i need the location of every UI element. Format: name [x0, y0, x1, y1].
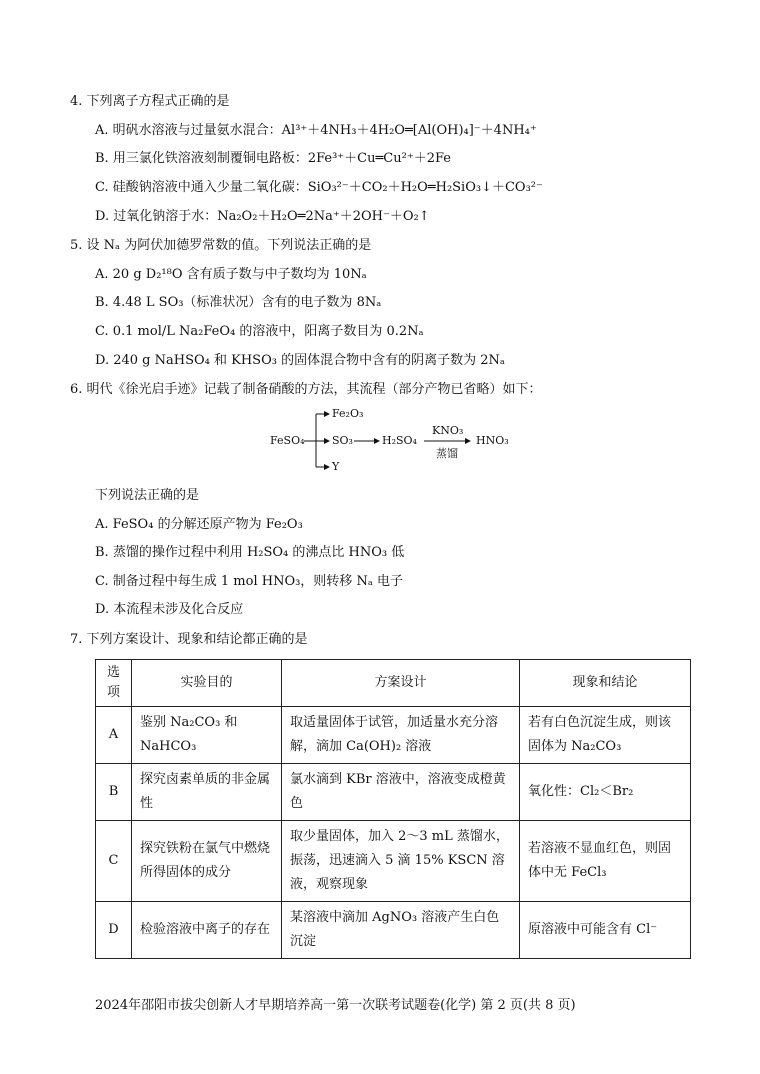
q6-option-c: C. 制备过程中每生成 1 mol HNO₃，则转移 Nₐ 电子	[95, 574, 403, 589]
q5-option-d: D. 240 g NaHSO₄ 和 KHSO₃ 的固体混合物中含有的阴离子数为 2Nₐ	[95, 353, 505, 368]
q6-option-a: A. FeSO₄ 的分解还原产物为 Fe₂O₃	[95, 517, 303, 532]
flow-hno3: HNO₃	[476, 434, 509, 447]
table-row	[96, 902, 691, 959]
row-b-conclusion: 氧化性：Cl₂＜Br₂	[520, 764, 691, 821]
flow-fe2o3: Fe₂O₃	[332, 407, 364, 420]
flow-y: Y	[332, 460, 340, 473]
row-b-purpose: 探究卤素单质的非金属性	[132, 764, 282, 821]
q7-table	[95, 659, 691, 959]
header-design: 方案设计	[282, 660, 520, 707]
flow-distill: 蒸馏	[436, 447, 458, 460]
flow-feso4: FeSO₄	[270, 434, 305, 447]
row-a-conclusion: 若有白色沉淀生成，则该固体为 Na₂CO₃	[520, 707, 691, 764]
q6-option-b: B. 蒸馏的操作过程中利用 H₂SO₄ 的沸点比 HNO₃ 低	[95, 545, 405, 560]
q7-stem: 7. 下列方案设计、现象和结论都正确的是	[70, 632, 308, 647]
q6-prompt: 下列说法正确的是	[95, 488, 200, 503]
row-d-option: D	[96, 902, 132, 959]
row-a-design: 取适量固体于试管，加适量水充分溶解，滴加 Ca(OH)₂ 溶液	[282, 707, 520, 764]
table-row	[96, 821, 691, 902]
row-d-design: 某溶液中滴加 AgNO₃ 溶液产生白色沉淀	[282, 902, 520, 959]
flow-kno3: KNO₃	[432, 424, 464, 437]
row-c-conclusion: 若溶液不显血红色，则固体中无 FeCl₃	[520, 821, 691, 902]
flow-h2so4: H₂SO₄	[382, 434, 417, 447]
q5-stem: 5. 设 Nₐ 为阿伏加德罗常数的值。下列说法正确的是	[70, 238, 372, 253]
header-conclusion: 现象和结论	[520, 660, 691, 707]
q4-option-b: B. 用三氯化铁溶液刻制覆铜电路板：2Fe³⁺＋Cu═Cu²⁺＋2Fe	[95, 151, 451, 166]
table-row	[96, 707, 691, 764]
row-a-option: A	[96, 707, 132, 764]
q4-option-a: A. 明矾水溶液与过量氨水混合：Al³⁺＋4NH₃＋4H₂O═[Al(OH)₄]⁻＋4NH₄⁺	[95, 123, 537, 138]
q4-option-c: C. 硅酸钠溶液中通入少量二氧化碳：SiO₃²⁻＋CO₂＋H₂O═H₂SiO₃↓＋CO₃²⁻	[95, 180, 543, 195]
row-a-purpose: 鉴别 Na₂CO₃ 和 NaHCO₃	[132, 707, 282, 764]
row-d-conclusion: 原溶液中可能含有 Cl⁻	[520, 902, 691, 959]
row-b-design: 氯水滴到 KBr 溶液中，溶液变成橙黄色	[282, 764, 520, 821]
table-row	[96, 764, 691, 821]
header-purpose: 实验目的	[132, 660, 282, 707]
q5-option-b: B. 4.48 L SO₃（标准状况）含有的电子数为 8Nₐ	[95, 295, 382, 310]
table-header-row	[96, 660, 691, 707]
q5-option-c: C. 0.1 mol/L Na₂FeO₄ 的溶液中，阳离子数目为 0.2Nₐ	[95, 324, 424, 339]
row-d-purpose: 检验溶液中离子的存在	[132, 902, 282, 959]
row-b-option: B	[96, 764, 132, 821]
q6-option-d: D. 本流程未涉及化合反应	[95, 602, 244, 617]
page-footer: 2024年邵阳市拔尖创新人才早期培养高一第一次联考试题卷(化学) 第 2 页(共 8 页)	[95, 998, 576, 1013]
q6-stem: 6. 明代《徐光启手迹》记载了制备硝酸的方法，其流程（部分产物已省略）如下：	[70, 382, 542, 397]
row-c-purpose: 探究铁粉在氯气中燃烧所得固体的成分	[132, 821, 282, 902]
row-c-design: 取少量固体，加入 2～3 mL 蒸馏水，振荡，迅速滴入 5 滴 15% KSCN 溶液，观察现象	[282, 821, 520, 902]
q6-flow-diagram	[270, 402, 530, 478]
q5-option-a: A. 20 g D₂¹⁸O 含有质子数与中子数均为 10Nₐ	[95, 267, 367, 282]
row-c-option: C	[96, 821, 132, 902]
q4-option-d: D. 过氧化钠溶于水：Na₂O₂＋H₂O═2Na⁺＋2OH⁻＋O₂↑	[95, 209, 430, 224]
q4-stem: 4. 下列离子方程式正确的是	[70, 94, 230, 109]
header-option: 选项	[96, 660, 132, 707]
flow-so3: SO₃	[332, 434, 353, 447]
